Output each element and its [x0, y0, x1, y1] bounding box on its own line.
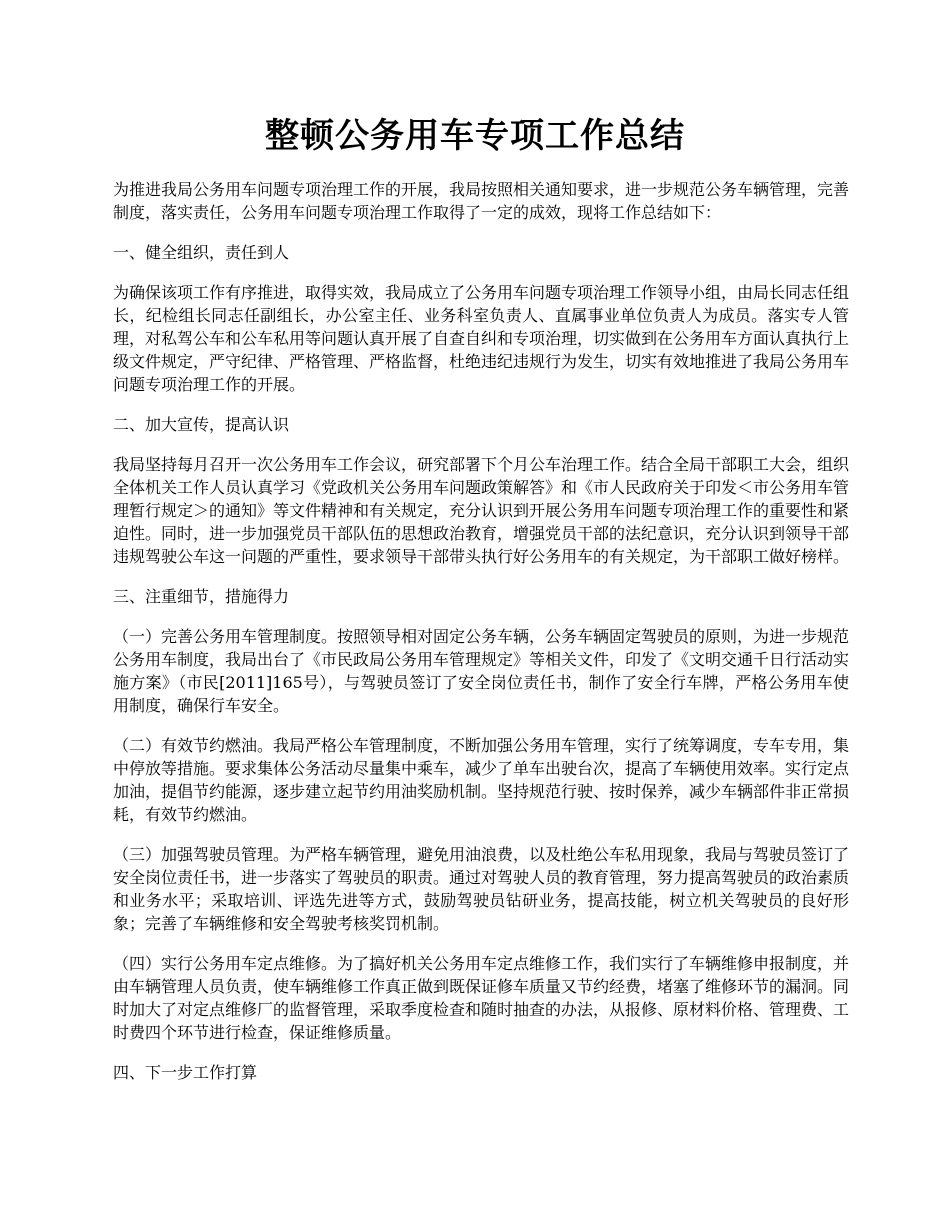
section-heading-1: 一、健全组织，责任到人: [113, 243, 290, 262]
document-body: [113, 178, 849, 1101]
section-2-paragraph: 我局坚持每月召开一次公务用车工作会议，研究部署下个月公车治理工作。结合全局干部职工大会，组织全体机关工作人员认真学习《党政机关公务用车问题政策解答》和《市人民政府关于印发＜市公务用车管理暂行规定＞的通知》等文件精神和有关规定，充分认识到开展公务用车问题专项治理工作的重要性和紧迫性。同时，进一步加强党员干部队伍的思想政治教育，增强党员干部的法纪意识，充分认识到领导干部违规驾驶公车这一问题的严重性，要求领导干部带头执行好公务用车的有关规定，为干部职工做好榜样。: [113, 455, 850, 566]
section-heading-4: 四、下一步工作打算: [113, 1063, 258, 1082]
section-3-paragraph-3: （三）加强驾驶员管理。为严格车辆管理，避免用油浪费，以及杜绝公车私用现象，我局与驾驶员签订了安全岗位责任书，进一步落实了驾驶员的职责。通过对驾驶人员的教育管理，努力提高驾驶员的政治素质和业务水平；采取培训、评选先进等方式，鼓励驾驶员钻研业务，提高技能，树立机关驾驶员的良好形象；完善了车辆维修和安全驾驶考核奖罚机制。: [113, 845, 850, 933]
intro-paragraph: 为推进我局公务用车问题专项治理工作的开展，我局按照相关通知要求，进一步规范公务车辆管理，完善制度，落实责任，公务用车问题专项治理工作取得了一定的成效，现将工作总结如下：: [113, 180, 850, 222]
section-3-paragraph-2: （二）有效节约燃油。我局严格公车管理制度，不断加强公务用车管理，实行了统筹调度，专车专用，集中停放等措施。要求集体公务活动尽量集中乘车，减少了单车出驶台次，提高了车辆使用效率。实行定点加油，提倡节约能源，逐步建立起节约用油奖励机制。坚持规范行驶、按时保养，减少车辆部件非正常损耗，有效节约燃油。: [113, 736, 850, 824]
section-3-paragraph-4: （四）实行公务用车定点维修。为了搞好机关公务用车定点维修工作，我们实行了车辆维修申报制度，并由车辆管理人员负责，使车辆维修工作真正做到既保证修车质量又节约经费，堵塞了维修环节的漏洞。同时加大了对定点维修厂的监督管理，采取季度检查和随时抽查的办法，从报修、原材料价格、管理费、工时费四个环节进行检查，保证维修质量。: [113, 954, 850, 1042]
section-3-paragraph-1: （一）完善公务用车管理制度。按照领导相对固定公务车辆，公务车辆固定驾驶员的原则，为进一步规范公务用车制度，我局出台了《市民政局公务用车管理规定》等相关文件，印发了《文明交通千日行活动实施方案》（市民[2011]165号），与驾驶员签订了安全岗位责任书，制作了安全行车牌，严格公务用车使用制度，确保行车安全。: [113, 627, 850, 715]
section-1-paragraph: 为确保该项工作有序推进，取得实效，我局成立了公务用车问题专项治理工作领导小组，由局长同志任组长，纪检组长同志任副组长，办公室主任、业务科室负责人、直属事业单位负责人为成员。落实专人管理，对私驾公车和公车私用等问题认真开展了自查自纠和专项治理，切实做到在公务用车方面认真执行上级文件规定，严守纪律、严格管理、严格监督，杜绝违纪违规行为发生，切实有效地推进了我局公务用车问题专项治理工作的开展。: [113, 283, 850, 394]
document-title: 整顿公务用车专项工作总结: [265, 116, 685, 156]
section-heading-2: 二、加大宣传，提高认识: [113, 415, 290, 434]
section-heading-3: 三、注重细节，措施得力: [113, 587, 290, 606]
